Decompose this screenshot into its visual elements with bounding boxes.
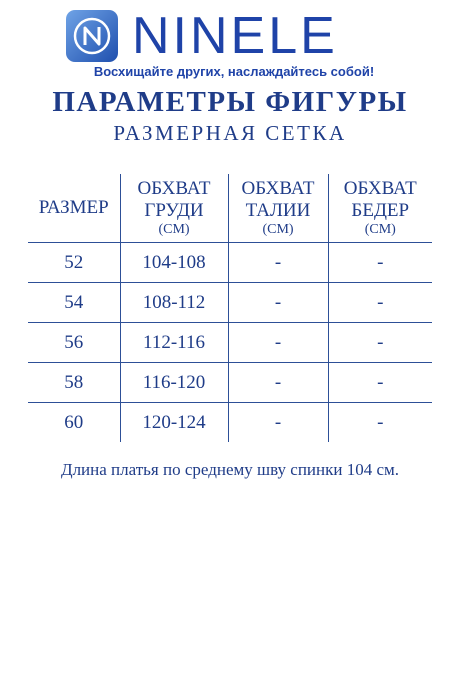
page-title: ПАРАМЕТРЫ ФИГУРЫ [52,86,408,118]
cell-chest: 116-120 [120,363,228,403]
header-hips [328,174,432,243]
cell-hips: - [328,403,432,443]
cell-chest: 112-116 [120,323,228,363]
cell-chest: 108-112 [120,283,228,323]
header-hips-line2: БЕДЕР [351,200,410,221]
cell-hips: - [328,283,432,323]
cell-hips: - [328,323,432,363]
header-chest [120,174,228,243]
cell-chest: 120-124 [120,403,228,443]
cell-size: 58 [28,363,120,403]
brand-name: NINELE [132,7,338,65]
table-row [28,363,432,403]
dress-length-note: Длина платья по среднему шву спинки 104 см. [60,460,400,479]
cell-size: 60 [28,403,120,443]
header-chest-unit: (СМ) [158,222,190,237]
header-waist-line1: ОБХВАТ [241,178,315,199]
brand-logo-icon [66,10,118,62]
header-waist-unit: (СМ) [262,222,294,237]
size-table [28,174,432,442]
size-table-header [28,174,432,243]
table-row [28,403,432,443]
cell-hips: - [328,363,432,403]
header-size [28,174,120,243]
cell-waist: - [228,243,328,283]
header-hips-line1: ОБХВАТ [343,178,417,199]
cell-size: 52 [28,243,120,283]
table-row [28,283,432,323]
header-waist [228,174,328,243]
header-chest-line1: ОБХВАТ [137,178,211,199]
header-size-label: РАЗМЕР [38,197,109,218]
page-subtitle: РАЗМЕРНАЯ СЕТКА [113,121,347,145]
cell-size: 56 [28,323,120,363]
table-row [28,323,432,363]
cell-hips: - [328,243,432,283]
header-hips-unit: (СМ) [364,222,396,237]
cell-waist: - [228,283,328,323]
cell-size: 54 [28,283,120,323]
cell-waist: - [228,403,328,443]
table-row [28,243,432,283]
brand-slogan: Восхищайте других, наслаждайтесь собой! [93,64,375,79]
cell-waist: - [228,363,328,403]
cell-waist: - [228,323,328,363]
header-chest-line2: ГРУДИ [144,200,204,221]
header-waist-line2: ТАЛИИ [245,200,311,221]
cell-chest: 104-108 [120,243,228,283]
